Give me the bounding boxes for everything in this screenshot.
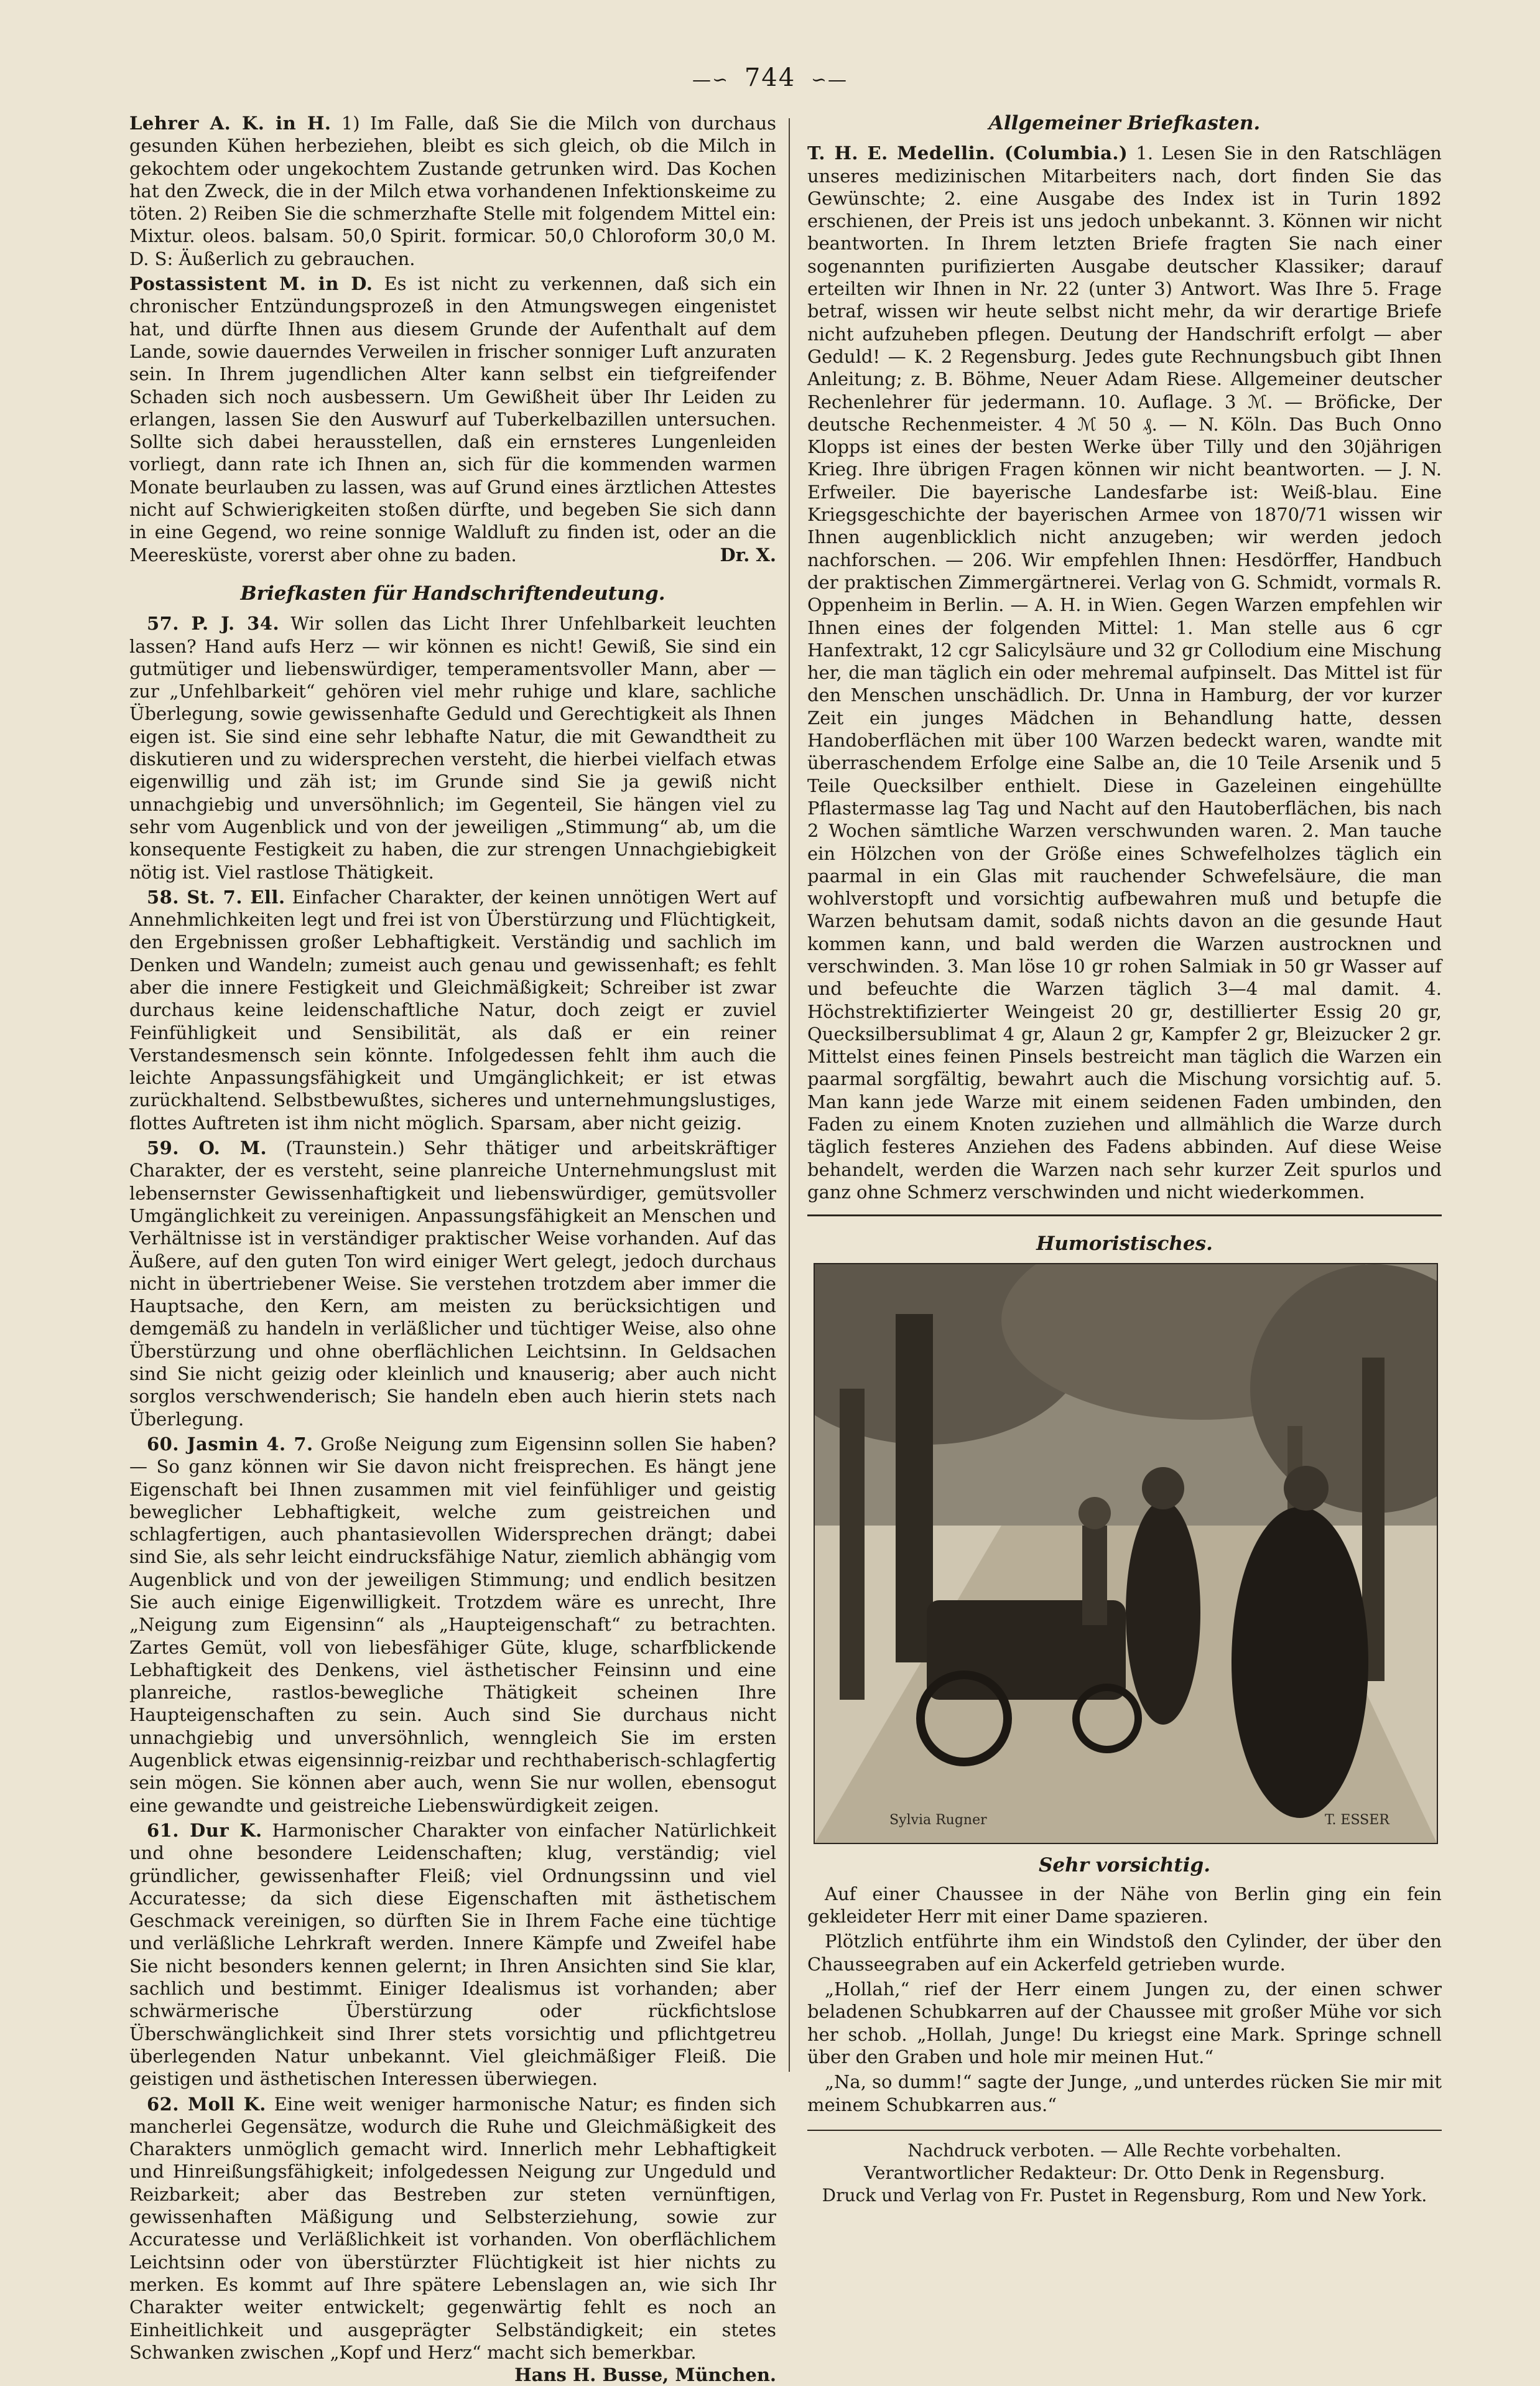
entry-text: 1. Lesen Sie in den Ratschlägen unseres medizinischen Mitarbeiters nach, dort finden Sie das Gewünschte; 2. eine Ausgabe des Index ist in Turin 1892 erschienen, der Preis ist uns jedoch unbekannt. 3. Können wir nicht beantworten. In Ihrem letzten Briefe fragten Sie nach einer sogenannten purifizierten Ausgabe deutscher Klassiker; darauf erteilten wir Ihnen in Nr. 22 (unter 3) Antwort. Was Ihre 5. Frage betraf, wissen wir heute selbst nicht mehr, da wir derartige Briefe nicht aufzuheben pflegen. Deutung der Handschrift erfolgt — aber Geduld! — K. 2 Regensburg. Jedes gute Rechnungsbuch gibt Ihnen Anleitung; z. B. Böhme, Neuer Adam Riese. Allgemeiner deutscher Rechenlehrer für jedermann. 10. Auflage. 3 ℳ. — Bröficke, Der deutsche Rechenmeister. 4 ℳ 50 ₰. — N. Köln. Das Buch Onno Klopps ist eines der besten Werke über Tilly und den 30jährigen Krieg. Ihre übrigen Fragen können wir nicht beantworten. — J. N. Erfweiler. Die bayerische Landesfarbe ist: Weiß-blau. Eine Kriegsgeschichte der bayerischen Armee von 1870/71 wissen wir Ihnen augenblicklich nicht anzugeben; wir werden jedoch nachforschen. — 206. Wir empfehlen Ihnen: Hesdörffer, Handbuch der praktischen Zimmergärtnerei. Verlag von G. Schmidt, vormals R. Oppenheim in Berlin. — A. H. in Wien. Gegen Warzen empfehlen wir Ihnen eines der folgenden Mittel: 1. Man stelle aus 6 cgr Hanfextrakt, 12 cgr Salicylsäure und 32 gr Collodium eine Mischung her, die man täglich ein oder mehremal aufpinselt. Das Mittel ist für den Menschen unschädlich. Dr. Unna in Hamburg, der vor kurzer Zeit ein junges Mädchen in Behandlung hatte, dessen Handoberflächen mit über 100 Warzen bedeckt waren, wandte mit überraschendem Erfolge eine Salbe an, die 10 Teile Arsenik und 5 Teile Quecksilber enthielt. Diese in Gazeleinen eingehüllte Pflastermasse lag Tag und Nacht auf den Hautoberflächen, bis nach 2 Wochen sämtliche Warzen verschwunden waren. 2. Man tauche ein Hölzchen von der Größe eines Schwefelholzes täglich ein paarmal in ein Glas mit rauchender Schwefelsäure, die man wohlverstopft und vorsichtig aufbewahren muß und betupfe die Warzen behutsam damit, sodaß nichts davon an die gesunde Haut kommen kann, und bald werden die Warzen austrocknen und verschwinden. 3. Man löse 10 gr rohen Salmiak in 50 gr Wasser auf und befeuchte die Warzen täglich 3—4 mal damit. 4. Höchstrektifizierter Weingeist 20 gr, destillierter Essig 20 gr, Quecksilbersublimat 4 gr, Alaun 2 gr, Kampfer 2 gr, Bleizucker 2 gr. Mittelst eines feinen Pinsels bestreicht man täglich die Warzen ein paarmal sorgfältig, bewahrt auch die Mischung vorsichtig auf. 5. Man kann jede Warze mit einem seidenen Faden umbinden, den Faden zu einem Knoten zuziehen und allmählich die Warze durch täglich festeres Anziehen des Fadens abbinden. Auf diese Weise behandelt, werden die Warzen nach sehr kurzer Zeit spurlos und ganz ohne Schmerz verschwinden und nicht wiederkommen. <box>807 142 1442 1203</box>
page-number-value: 744 <box>744 63 796 92</box>
handwriting-entry <box>129 886 776 1134</box>
engraver-signature: T. ESSER <box>1325 1812 1389 1828</box>
engraving-illustration <box>814 1263 1438 1844</box>
entry-number: 57. P. J. 34. <box>147 613 280 635</box>
illustrator-signature: Sylvia Rugner <box>889 1812 987 1828</box>
entry-text: Es ist nicht zu verkennen, daß sich ein chronischer Entzündungsprozeß in den Atmungswegen eingenistet hat, und dürfte Ihnen aus diesem Grunde der Aufenthalt auf dem Lande, sowie dauerndes Verweilen in frischer sonniger Luft anzuraten sein. In Ihrem jugendlichen Alter kann selbst ein tiefgreifender Schaden sich noch ausbessern. Um Gewißheit über Ihr Leiden zu erlangen, lassen Sie den Auswurf auf Tuberkelbazillen untersuchen. Sollte sich dabei herausstellen, daß ein ernsteres Lungenleiden vorliegt, dann rate ich Ihnen an, sich für die kommenden warmen Monate beurlauben zu lassen, was auf Grund eines ärztlichen Attestes nicht auf Schwierigkeiten stoßen dürfte, und begeben Sie sich dann in eine Gegend, wo reine sonnige Waldluft zu finden ist, oder an die Meeresküste, vorerst aber ohne zu baden. <box>129 273 776 566</box>
entry-text: 1) Im Falle, daß Sie die Milch von durchaus gesunden Kühen herbeziehen, bleibt es sich gleich, ob die Milch in gekochtem oder ungekochtem Zustande getrunken wird. Das Kochen hat den Zweck, die in der Milch etwa vorhandenen Infektionskeime zu töten. 2) Reiben Sie die schmerzhafte Stelle mit folgendem Mittel ein: Mixtur. oleos. balsam. 50,0 Spirit. formicar. 50,0 Chloroform 30,0 M. D. S: Äußerlich zu gebrauchen. <box>129 113 776 269</box>
entry-text: Eine weit weniger harmonische Natur; es finden sich mancherlei Gegensätze, wodurch die Ruhe und Gleichmäßigkeit des Charakters unmöglich gemacht wird. Innerlich mehr Lebhaftigkeit und Hinreißungsfähigkeit; infolgedessen Neigung zur Ungeduld und Reizbarkeit; aber das Bestreben zur steten vernünftigen, gewissenhaften Mäßigung und Selbsterziehung, sowie zur Accuratesse und Verläßlichkeit ist vorhanden. Von oberflächlichem Leichtsinn oder von überstürzter Flüchtigkeit ist hier nichts zu merken. Es kommt auf Ihre spätere Lebenslagen an, wie sich Ihr Charakter weiter entwickelt; gegenwärtig fehlt es noch an Einheitlichkeit und ausgeprägter Selbständigkeit; ein stetes Schwanken zwischen „Kopf und Herz“ macht sich bemerkbar. <box>129 2093 776 2363</box>
entry-addressee: Lehrer A. K. in H. <box>129 113 332 134</box>
page-number <box>0 63 1540 92</box>
section-signature: Hans H. Busse, München. <box>514 2364 776 2386</box>
handwriting-entry <box>129 1137 776 1430</box>
publisher-notice: Druck und Verlag von Fr. Pustet in Regensburg, Rom und New York. <box>822 2184 1427 2206</box>
story-title: Sehr vorsichtig. <box>1038 1853 1210 1876</box>
entry-addressee: T. H. E. Medellin. (Columbia.) <box>807 142 1128 164</box>
entry-number: 62. Moll K. <box>147 2093 266 2115</box>
footer-rule <box>807 2130 1442 2131</box>
right-column <box>807 112 1442 2207</box>
section-heading: Briefkasten für Handschriftendeutung. <box>240 582 666 605</box>
section-rule <box>807 1214 1442 1216</box>
entry-number: 59. O. M. <box>147 1137 267 1159</box>
handwriting-entry <box>129 2093 776 2386</box>
mailbox-entry <box>807 142 1442 1203</box>
letter-entry <box>129 112 776 270</box>
copyright-notice: Nachdruck verboten. — Alle Rechte vorbehalten. <box>907 2140 1342 2161</box>
column-divider <box>789 118 790 2072</box>
entry-number: 58. St. 7. Ell. <box>147 886 285 908</box>
entry-text: Einfacher Charakter, der keinen unnötigen Wert auf Annehmlichkeiten legt und frei ist von Überstürzung und Flüchtigkeit, den Ergebnissen großer Lebhaftigkeit. Verständig und sachlich im Denken und Wandeln; zumeist auch genau und gewissenhaft; es fehlt aber die innere Festigkeit und Gleichmäßigkeit; Schreiber ist zwar durchaus keine leidenschaftliche Natur, doch zeigt er zuviel Feinfühligkeit und Sensibilität, als daß er ein reiner Verstandesmensch sein könnte. Infolgedessen fehlt ihm auch die leichte Anpassungsfähigkeit und Umgänglichkeit; er ist etwas zurückhaltend. Selbstbewußtes, sicheres und unternehmungslustiges, flottes Auftreten ist ihm nicht möglich. Sparsam, aber nicht geizig. <box>129 886 777 1134</box>
mailbox-heading: Allgemeiner Briefkasten. <box>988 112 1261 134</box>
entry-text: Harmonischer Charakter von einfacher Natürlichkeit und ohne besondere Leidenschaften; klug, verständig; viel gründlicher, gewissenhafter Fleiß; viel Ordnungssinn und viel Accuratesse; da sich diese Eigenschaften mit ästhetischem Geschmack vereinigen, so dürften Sie in Ihrem Fache eine tüchtige und verläßliche Lehrkraft werden. Innere Kämpfe und Zweifel habe Sie nicht besonders kennen gelernt; in Ihren Ansichten sind Sie klar, sachlich und bestimmt. Einiger Idealismus ist vorhanden; aber schwärmerische Überstürzung oder rückfichtslose Überschwänglichkeit sind Ihrer stets vorsichtig und pflichtgetreu überlegenden Natur unbekannt. Viel gleichmäßiger Fleiß. Die geistigen und ästhetischen Interessen überwiegen. <box>129 1819 776 2090</box>
humor-heading: Humoristisches. <box>1036 1233 1213 1256</box>
editor-notice: Verantwortlicher Redakteur: Dr. Otto Denk in Regensburg. <box>864 2162 1385 2183</box>
entry-text: (Traunstein.) Sehr thätiger und arbeitskräftiger Charakter, der es versteht, seine planreiche Unternehmungslust mit lebensernster Gewissenhaftigkeit und liebenswürdiger, gemütsvoller Umgänglichkeit zu vereinigen. Anpassungsfähigkeit an Menschen und Verhältnisse ist in verständiger praktischer Weise vorhanden. Auf das Äußere, auf den guten Ton wird einiger Wert gelegt, jedoch durchaus nicht in übertriebener Weise. Sie verstehen trotzdem aber immer die Hauptsache, den Kern, am meisten zu berücksichtigen und demgemäß zu handeln in verläßlicher und tüchtiger Weise, also ohne Überstürzung und ohne oberflächlichen Leichtsinn. In Geldsachen sind Sie nicht geizig oder kleinlich und knauserig; aber auch nicht sorglos verschwenderisch; Sie handeln eben auch hierin stets nach Überlegung. <box>129 1137 776 1430</box>
imprint-footer <box>807 2140 1442 2207</box>
ornament-right: ∽— <box>810 69 848 91</box>
entry-number: 61. Dur K. <box>147 1819 262 1841</box>
handwriting-entry <box>129 1433 776 1817</box>
story-paragraph: Plötzlich entführte ihm ein Windstoß den Cylinder, der über den Chausseegraben auf ein Ackerfeld getrieben wurde. <box>807 1931 1442 1975</box>
story-paragraph: Auf einer Chaussee in der Nähe von Berlin ging ein fein gekleideter Herr mit einer Dame spazieren. <box>807 1883 1442 1927</box>
entry-signature: Dr. X. <box>720 544 776 566</box>
left-column <box>129 112 776 2386</box>
story-paragraph: „Na, so dumm!“ sagte der Junge, „und unterdes rücken Sie mir mit meinem Schubkarren aus.“ <box>807 2071 1442 2115</box>
entry-addressee: Postassistent M. in D. <box>129 273 373 295</box>
entry-number: 60. Jasmin 4. 7. <box>147 1433 313 1455</box>
entry-text: Wir sollen das Licht Ihrer Unfehlbarkeit leuchten lassen? Hand aufs Herz — wir können es nicht! Gewiß, Sie sind ein gutmütiger und liebenswürdiger, temperamentsvoller Mann, aber — zur „Unfehlbarkeit“ gehören viel mehr ruhige und klare, sachliche Überlegung, sowie gewissenhafte Geduld und Gerechtigkeit als Ihnen eigen ist. Sie sind eine sehr lebhafte Natur, die mit Gewandtheit zu diskutieren und zu widersprechen versteht, die hierbei vielfach etwas eigenwillig und zäh ist; im Grunde sind Sie ja gewiß nicht unnachgiebig und unversöhnlich; im Gegenteil, Sie hängen viel zu sehr vom Augenblick und von der jeweiligen „Stimmung“ ab, um die konsequente Festigkeit zu haben, die zur strengen Unnachgiebigkeit nötig ist. Viel rastlose Thätigkeit. <box>129 613 776 883</box>
ornament-left: —∽ <box>692 69 730 91</box>
story-paragraph: „Hollah,“ rief der Herr einem Jungen zu, der einen schwer beladenen Schubkarren auf der Chaussee mit großer Mühe vor sich her schob. „Hollah, Junge! Du kriegst eine Mark. Springe schnell über den Graben und hole mir meinen Hut.“ <box>807 1978 1442 2067</box>
illustration-drawing <box>815 1264 1437 1843</box>
handwriting-entry <box>129 612 776 883</box>
handwriting-entry <box>129 1819 776 2090</box>
entry-text: Große Neigung zum Eigensinn sollen Sie haben? — So ganz können wir Sie davon nicht freisprechen. Es hängt jene Eigenschaft bei Ihnen zusammen mit viel feinfühliger und geistig beweglicher Lebhaftigkeit, welche zum geistreichen und schlagfertigen, auch phantasievollen Widersprechen drängt; dabei sind Sie, als sehr leicht eindrucksfähige Natur, ziemlich abhängig vom Augenblick und von der jeweiligen Stimmung; und endlich besitzen Sie auch einige Eigenwilligkeit. Trotzdem wäre es unrecht, Ihre „Neigung zum Eigensinn“ als „Haupteigenschaft“ zu betrachten. Zartes Gemüt, voll von liebesfähiger Güte, kluge, scharfblickende Lebhaftigkeit des Denkens, viel ästhetischer Feinsinn und eine planreiche, rastlos-bewegliche Thätigkeit scheinen Ihre Haupteigenschaften zu sein. Auch sind Sie durchaus nicht unnachgiebig und unversöhnlich, wenngleich Sie im ersten Augenblick etwas eigensinnig-reizbar und rechthaberisch-schlagfertig sein mögen. Sie können aber auch, wenn Sie nur wollen, ebensogut eine gewandte und geistreiche Liebenswürdigkeit zeigen. <box>129 1433 776 1816</box>
letter-entry <box>129 273 776 566</box>
